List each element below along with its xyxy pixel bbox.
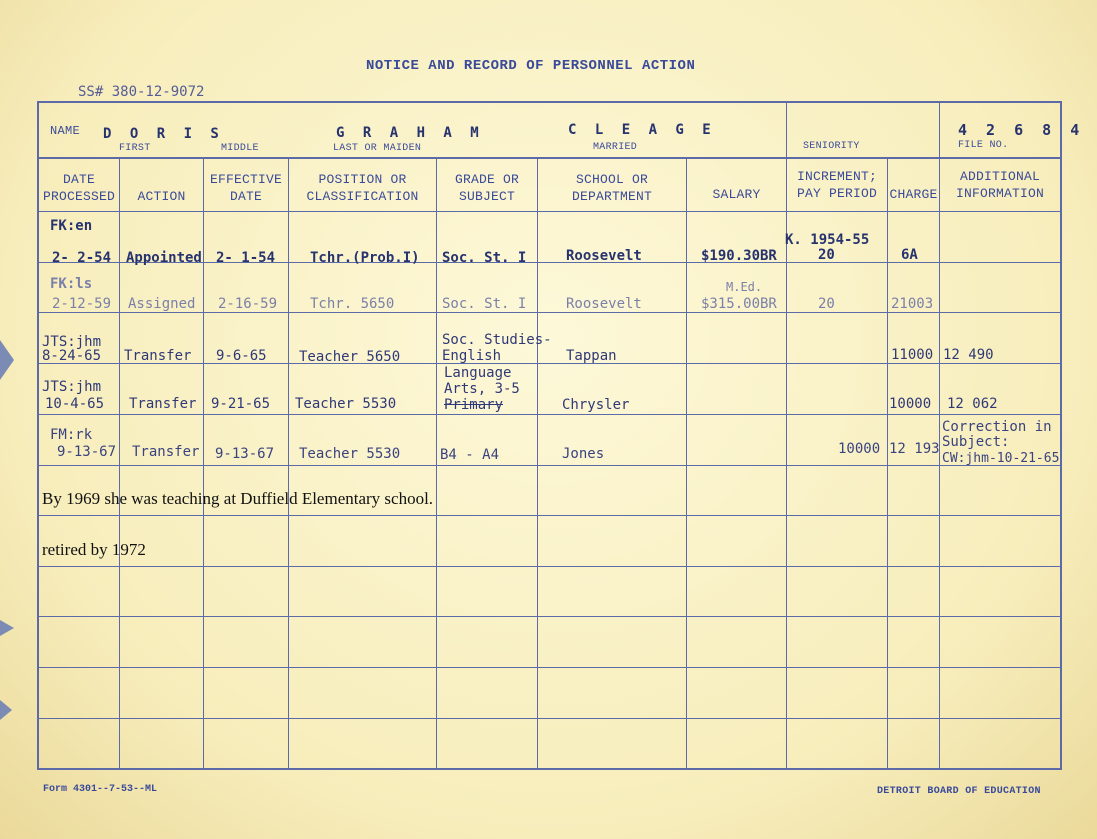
school: Chrysler <box>562 397 630 413</box>
position: Teacher 5650 <box>299 349 401 365</box>
initials: FK:ls <box>50 276 93 292</box>
effective-date: 2-16-59 <box>218 296 278 312</box>
date-processed: 9-13-67 <box>57 444 117 460</box>
salary: $190.30BR <box>701 248 777 264</box>
header-increment: INCREMENT; PAY PERIOD <box>796 169 877 201</box>
school: Jones <box>562 446 605 462</box>
note-duffield: By 1969 she was teaching at Duffield Elementary school. <box>42 489 434 508</box>
salary-note: M.Ed. <box>726 280 763 294</box>
ss-number: SS# 380-12-9072 <box>78 84 205 100</box>
action: Appointed <box>126 250 202 266</box>
subject-line-1: Language <box>444 365 512 381</box>
action: Transfer <box>132 444 200 460</box>
charge: 10000 <box>889 396 932 412</box>
married-name: C L E A G E <box>568 122 716 138</box>
header-effective-date: EFFECTIVE DATE <box>209 172 282 204</box>
subject: Soc. St. I <box>442 250 527 266</box>
subject: B4 - A4 <box>440 447 500 463</box>
increment: 20 <box>818 296 835 312</box>
initials: JTS:jhm <box>42 379 102 395</box>
school: Roosevelt <box>566 296 642 312</box>
file-number: 4 2 6 8 4 <box>958 121 1085 139</box>
torn-edge-mark <box>0 700 12 720</box>
header-charge: CHARGE <box>889 187 938 202</box>
header-additional: ADDITIONAL INFORMATION <box>955 169 1044 201</box>
date-processed: 2-12-59 <box>52 296 112 312</box>
header-action: ACTION <box>137 189 186 204</box>
increment: 10000 <box>838 441 881 457</box>
position: Teacher 5530 <box>295 396 397 412</box>
last-label: LAST OR MAIDEN <box>333 143 422 154</box>
subject-line-3-struck: Primary <box>444 397 504 413</box>
additional-info: 12 062 <box>947 396 998 412</box>
subject-line-2: Arts, 3-5 <box>444 381 520 397</box>
school: Tappan <box>566 348 617 364</box>
form-title: NOTICE AND RECORD OF PERSONNEL ACTION <box>366 58 696 74</box>
effective-date: 2- 1-54 <box>216 250 276 266</box>
subject: Soc. St. I <box>442 296 527 312</box>
date-processed: 2- 2-54 <box>52 250 112 266</box>
seniority-label: SENIORITY <box>803 141 860 152</box>
increment: 20 <box>818 247 835 263</box>
additional-line-2: Subject: <box>942 434 1010 450</box>
last-name: G R A H A M <box>336 125 484 141</box>
header-school: SCHOOL OR DEPARTMENT <box>571 172 652 204</box>
initials: FM:rk <box>50 427 93 443</box>
increment-note: K. 1954-55 <box>785 232 870 248</box>
torn-edge-mark <box>0 340 14 380</box>
form-number: Form 4301--7-53--ML <box>43 784 158 795</box>
additional-line-1: Correction in <box>942 419 1052 435</box>
date-processed: 8-24-65 <box>42 348 102 364</box>
header-position: POSITION OR CLASSIFICATION <box>306 172 419 204</box>
married-label: MARRIED <box>593 142 638 153</box>
charge: 6A <box>901 247 918 263</box>
position: Tchr.(Prob.I) <box>310 250 420 266</box>
subject-line-1: Soc. Studies- <box>442 332 552 348</box>
effective-date: 9-13-67 <box>215 446 275 462</box>
position: Teacher 5530 <box>299 446 401 462</box>
header-date-processed: DATE PROCESSED <box>42 172 115 204</box>
charge: 11000 <box>891 347 934 363</box>
effective-date: 9-21-65 <box>211 396 271 412</box>
charge: 21003 <box>891 296 934 312</box>
date-processed: 10-4-65 <box>45 396 105 412</box>
middle-label: MIDDLE <box>221 143 259 154</box>
first-name: D O R I S <box>103 126 224 142</box>
initials: JTS:jhm <box>42 334 102 350</box>
action: Transfer <box>129 396 197 412</box>
additional-line-3: CW:jhm-10-21-65 <box>942 451 1060 466</box>
salary: $315.00BR <box>701 296 777 312</box>
first-label: FIRST <box>119 143 151 154</box>
school: Roosevelt <box>566 248 642 264</box>
effective-date: 9-6-65 <box>216 348 267 364</box>
header-salary: SALARY <box>712 187 761 202</box>
note-retired: retired by 1972 <box>42 540 146 559</box>
issuer: DETROIT BOARD OF EDUCATION <box>877 786 1041 797</box>
header-grade: GRADE OR SUBJECT <box>454 172 519 204</box>
additional-info: 12 490 <box>943 347 994 363</box>
torn-edge-mark <box>0 620 14 636</box>
action: Assigned <box>128 296 196 312</box>
action: Transfer <box>124 348 192 364</box>
position: Tchr. 5650 <box>310 296 395 312</box>
name-label: NAME <box>50 124 81 138</box>
file-no-label: FILE NO. <box>958 140 1009 151</box>
subject-line-2: English <box>442 348 502 364</box>
charge: 12 193 <box>889 441 940 457</box>
initials: FK:en <box>50 218 93 234</box>
